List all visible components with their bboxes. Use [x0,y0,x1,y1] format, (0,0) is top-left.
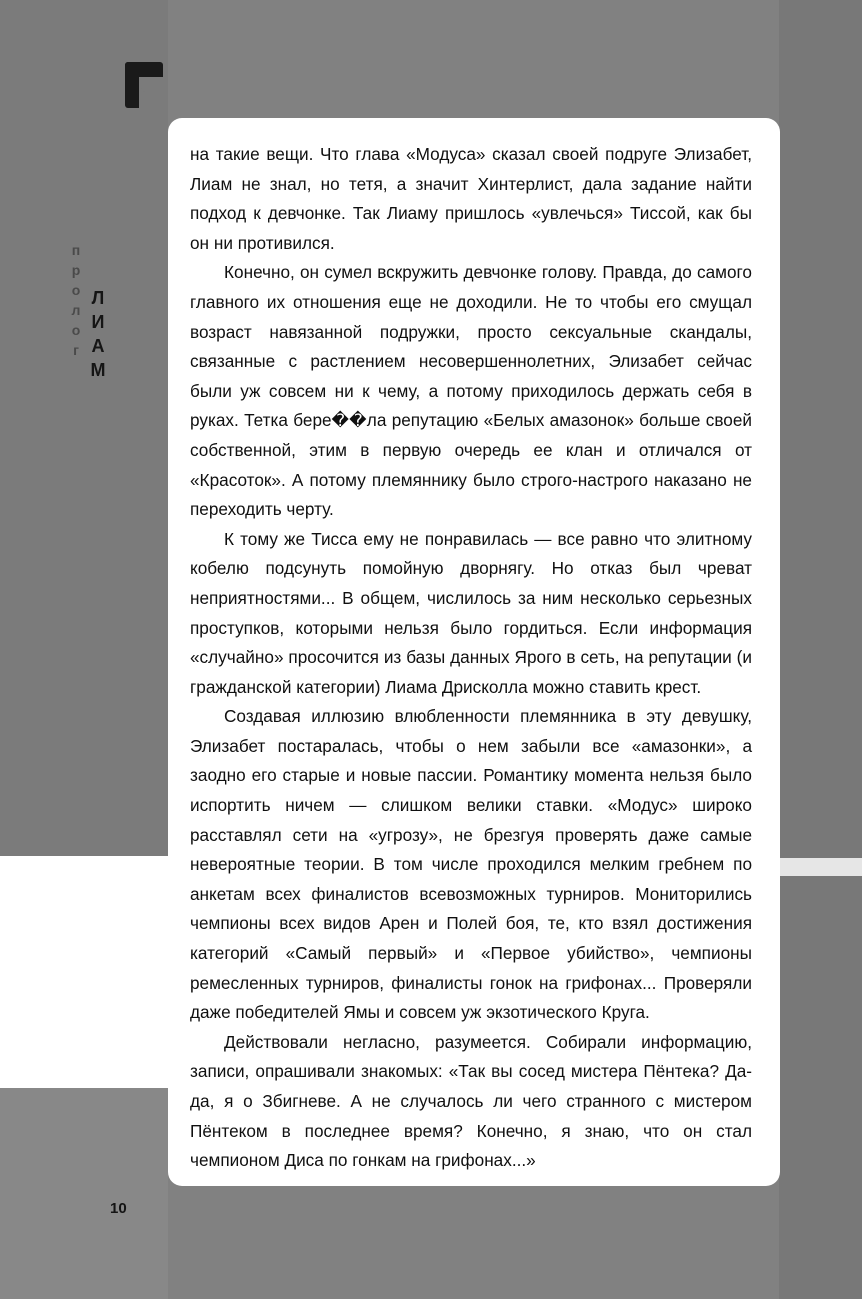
left-white-block [0,856,168,1088]
running-head-section: пролог [68,242,84,362]
paragraph: К тому же Тисса ему не понравилась — все равно что элитному кобелю подсунуть помойную дворнягу. Но отказ был чреват неприятностями... В общем, числилось за ним несколько серьезных проступков, которыми нельзя было гордиться. Если информация «случайно» просочится из базы данных Ярого в сеть, на репутации (и гражданской категории) Лиама Дрисколла можно ставить крест. [190,528,752,697]
corner-bracket-vertical [125,62,139,108]
running-head-chapter: ЛИАМ [88,288,108,384]
right-white-sliver [779,858,862,876]
body-text [190,140,752,1176]
text-page-panel [168,118,780,1186]
paragraph: Конечно, он сумел вскружить девчонке голову. Правда, до самого главного их отношения еще не доходили. Не то чтобы его смущал возраст навязанной подружки, просто сексуальные скандалы, связанные с растлением несовершеннолетних, Элизабет сейчас были уж совсем ни к чему, а потому приходилось держать себя в руках. Тетка бере��ла репутацию «Белых амазонок» больше своей собственной, этим в первую очередь ее клан и отличался от «Красоток». А потому племяннику было строго-настрого наказано не переходить черту. [190,262,752,520]
page-number: 10 [110,1200,127,1217]
paragraph: Действовали негласно, разумеется. Собирали информацию, записи, опрашивали знакомых: «Так вы сосед мистера Пёнтека? Да-да, я о Збигневе. А не случалось ли чего странного с мистером Пёнтеком в последнее время? Конечно, я знаю, что он стал чемпионом Диса по гонкам на грифонах...» [190,1031,752,1171]
corner-bracket-icon [125,62,163,108]
left-lower-gray-block [0,1088,168,1299]
paragraph: Создавая иллюзию влюбленности племянника в эту девушку, Элизабет постаралась, чтобы о нем забыли все «амазонки», а заодно его старые и новые пассии. Романтику момента нельзя было испортить ничем — слишком велики ставки. «Модус» широко расставлял сети на «угрозу», не брезгуя проверять даже самые невероятные теории. В том числе проходился мелким гребнем по анкетам всех финалистов всевозможных турниров. Мониторились чемпионы всех видов Арен и Полей боя, те, кто взял достижения категорий «Самый первый» и «Первое убийство», чемпионы ремесленных турниров, финалисты гонок на грифонах... Проверяли даже победителей Ямы и совсем уж экзотического Круга. [190,706,752,1023]
corner-bracket-notch [141,79,163,92]
paragraph: на такие вещи. Что глава «Модуса» сказал своей подруге Элизабет, Лиам не знал, но тетя, а значит Хинтерлист, дала задание найти подход к девчонке. Так Лиаму пришлось «увлечься» Тиссой, как бы он ни противился. [190,144,752,253]
right-margin-strip [779,0,862,1299]
